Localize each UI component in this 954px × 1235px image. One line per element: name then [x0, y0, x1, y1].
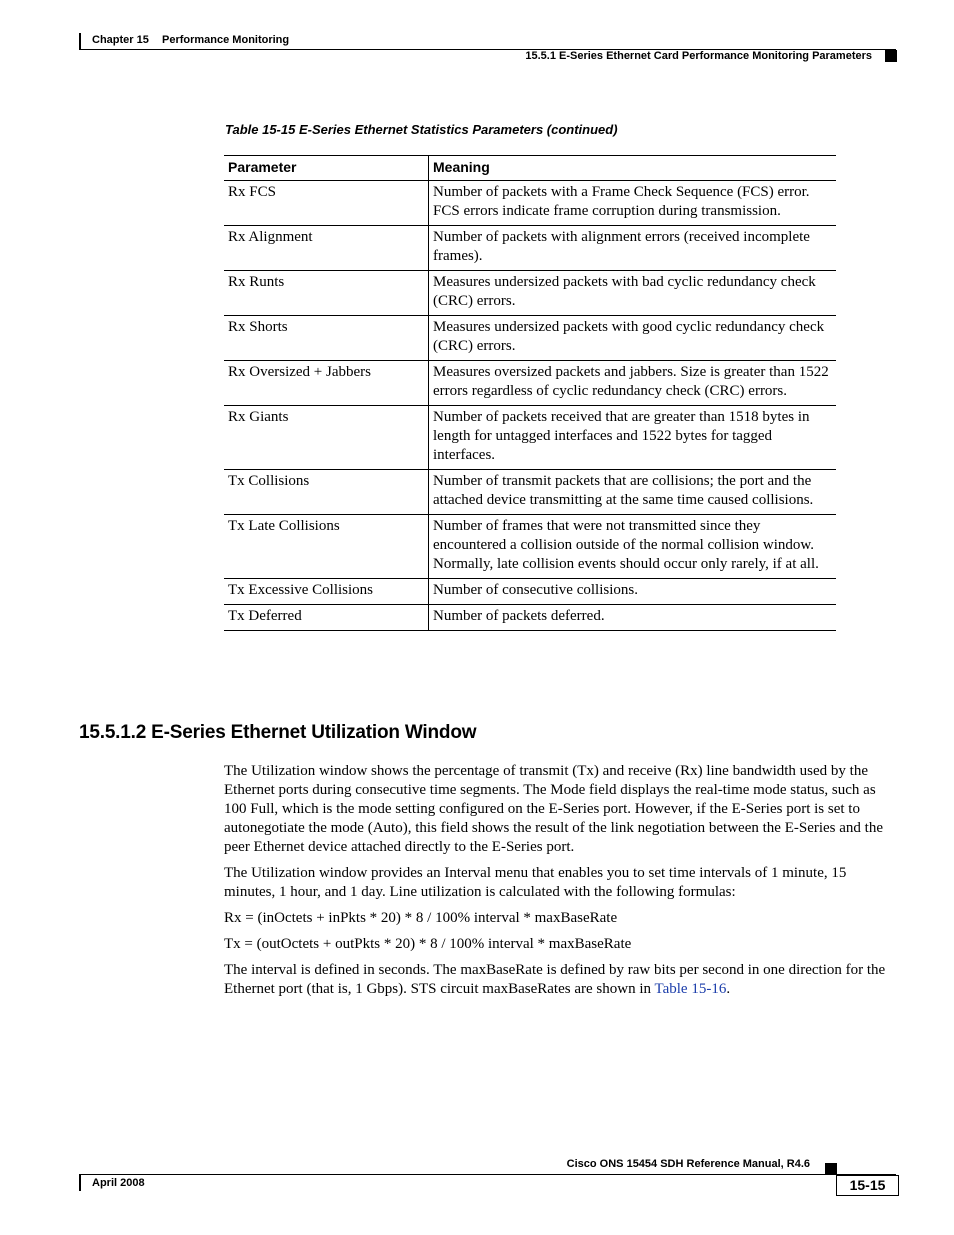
header-section-title: 15.5.1 E-Series Ethernet Card Performance Monitoring Parameters: [525, 50, 872, 62]
body-paragraph: The Utilization window shows the percentage of transmit (Tx) and receive (Rx) line bandwidth used by the Ethernet ports during consecutive time segments. The Mode field displays the real-time mode status, such as 100 Full, which is the mode setting configured on the E-Series port. However, if the E-Series port is set to autonegotiate the mode (Auto), this field shows the result of the link negotiation between the E-Series and the peer Ethernet device attached directly to the E-Series port.: [224, 763, 883, 855]
header-left-bar: [79, 33, 81, 50]
body-paragraph: The Utilization window provides an Interval menu that enables you to set time intervals of 1 minute, 15 minutes, 1 hour, and 1 day. Line utilization is calculated with the following formulas:: [224, 865, 847, 900]
meaning-cell: Number of packets received that are greater than 1518 bytes in length for untagged interfaces and 1522 bytes for tagged interfaces.: [429, 406, 837, 470]
formula-tx: Tx = (outOctets + outPkts * 20) * 8 / 100% interval * maxBaseRate: [224, 936, 632, 952]
table-row: [224, 406, 836, 470]
parameter-cell: Tx Deferred: [224, 605, 429, 631]
parameter-cell: Rx Runts: [224, 271, 429, 316]
footer-manual-title: Cisco ONS 15454 SDH Reference Manual, R4.6: [566, 1158, 810, 1170]
footer-rule: [79, 1174, 896, 1175]
parameter-cell: Rx Shorts: [224, 316, 429, 361]
table-row: [224, 579, 836, 605]
meaning-cell: Number of transmit packets that are collisions; the port and the attached device transmitting at the same time caused collisions.: [429, 470, 837, 515]
footer-left-bar: [79, 1174, 81, 1191]
section-heading: 15.5.1.2 E-Series Ethernet Utilization Window: [79, 722, 477, 743]
table-row: [224, 515, 836, 579]
section-body: [224, 762, 896, 1006]
parameter-cell: Rx FCS: [224, 181, 429, 226]
parameter-cell: Rx Oversized + Jabbers: [224, 361, 429, 406]
table-row: [224, 605, 836, 631]
table-row: [224, 316, 836, 361]
meaning-cell: Number of packets deferred.: [429, 605, 837, 631]
table-row: [224, 226, 836, 271]
table-caption: Table 15-15 E-Series Ethernet Statistics Parameters (continued): [225, 122, 618, 137]
table-row: [224, 181, 836, 226]
parameter-cell: Tx Excessive Collisions: [224, 579, 429, 605]
footer-date: April 2008: [92, 1177, 145, 1189]
meaning-cell: Measures undersized packets with good cyclic redundancy check (CRC) errors.: [429, 316, 837, 361]
meaning-cell: Number of packets with alignment errors (received incomplete frames).: [429, 226, 837, 271]
table-15-16-link[interactable]: Table 15-16: [654, 981, 727, 997]
parameter-cell: Rx Giants: [224, 406, 429, 470]
body-paragraph-end: .: [726, 981, 731, 997]
parameter-cell: Tx Late Collisions: [224, 515, 429, 579]
meaning-cell: Measures undersized packets with bad cyclic redundancy check (CRC) errors.: [429, 271, 837, 316]
header-chapter-title: Performance Monitoring: [162, 34, 290, 46]
page-number: 15-15: [836, 1175, 899, 1196]
statistics-parameters-table: [224, 155, 836, 631]
table-header-row: [224, 156, 836, 181]
body-paragraph-text: The interval is defined in seconds. The maxBaseRate is defined by raw bits per second in one direction for the Ethernet port (that is, 1 Gbps). STS circuit maxBaseRates are shown in: [224, 962, 886, 997]
meaning-cell: Number of frames that were not transmitted since they encountered a collision outside of the normal collision window. Normally, late collision events should occur only rarely, if at all.: [429, 515, 837, 579]
table-row: [224, 470, 836, 515]
body-paragraph: [224, 961, 896, 999]
column-header-parameter: Parameter: [224, 156, 429, 181]
parameter-cell: Rx Alignment: [224, 226, 429, 271]
column-header-meaning: Meaning: [429, 156, 837, 181]
header-marker-square: [885, 50, 897, 62]
formula-rx: Rx = (inOctets + inPkts * 20) * 8 / 100% interval * maxBaseRate: [224, 910, 618, 926]
meaning-cell: Number of consecutive collisions.: [429, 579, 837, 605]
header-chapter: Chapter 15: [92, 34, 149, 46]
meaning-cell: Measures oversized packets and jabbers. Size is greater than 1522 errors regardless of cyclic redundancy check (CRC) errors.: [429, 361, 837, 406]
table-row: [224, 271, 836, 316]
meaning-cell: Number of packets with a Frame Check Sequence (FCS) error. FCS errors indicate frame corruption during transmission.: [429, 181, 837, 226]
parameter-cell: Tx Collisions: [224, 470, 429, 515]
table-row: [224, 361, 836, 406]
